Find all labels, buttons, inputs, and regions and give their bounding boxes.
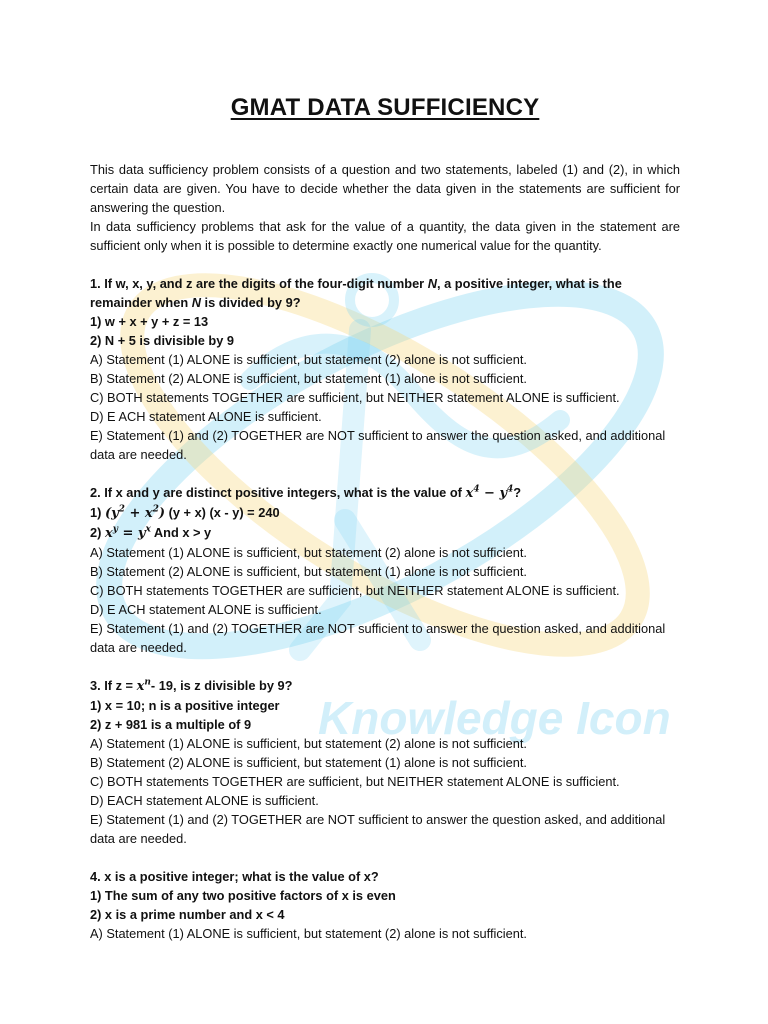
question-3-option-d: D) EACH statement ALONE is sufficient. (90, 793, 319, 808)
question-2-statement-1: 1) $(y^2 + x^2) (y + x)$ (x - y) = 240 (90, 504, 280, 521)
question-1-statement-2: 2) N + 5 is divisible by 9 (90, 333, 235, 348)
question-4-statement-1: 1) The sum of any two positive factors of x is even (90, 888, 396, 903)
x-pow-n-expression: $x^n$ (136, 677, 151, 694)
question-2-option-e: E) Statement (1) and (2) TOGETHER are NOT sufficient to answer the question asked, and additional data are needed. (90, 621, 666, 655)
question-1-statement-1: 1) w + x + y + z = 13 (90, 314, 209, 329)
intro-paragraph-2: In data sufficiency problems that ask for the value of a quantity, the data given in the statement are sufficient only when it is possible to determine exactly one numerical value for the quantity. (90, 219, 680, 253)
question-2-option-b: B) Statement (2) ALONE is sufficient, but statement (1) alone is not sufficient. (90, 564, 527, 579)
question-2 (90, 483, 680, 657)
question-3 (90, 676, 680, 848)
question-4-stem: 4. x is a positive integer; what is the value of x? (90, 869, 379, 884)
question-3-statement-1: 1) x = 10; n is a positive integer (90, 698, 280, 713)
question-4 (90, 867, 680, 943)
question-2-option-d: D) E ACH statement ALONE is sufficient. (90, 602, 322, 617)
question-3-statement-2: 2) z + 981 is a multiple of 9 (90, 717, 252, 732)
intro-section (90, 160, 680, 255)
question-4-statement-2: 2) x is a prime number and x < 4 (90, 907, 285, 922)
document-page (90, 94, 680, 943)
x4-minus-y4-expression: $x^4 - y^4$ (465, 484, 514, 501)
question-1-option-a: A) Statement (1) ALONE is sufficient, but statement (2) alone is not sufficient. (90, 352, 527, 367)
question-1-option-c: C) BOTH statements TOGETHER are sufficient, but NEITHER statement ALONE is sufficient. (90, 390, 620, 405)
question-3-option-c: C) BOTH statements TOGETHER are sufficient, but NEITHER statement ALONE is sufficient. (90, 774, 620, 789)
question-1-option-d: D) E ACH statement ALONE is sufficient. (90, 409, 322, 424)
question-4-option-a: A) Statement (1) ALONE is sufficient, but statement (2) alone is not sufficient. (90, 926, 527, 941)
watermark-text: Knowledge Icon (318, 692, 671, 744)
question-3-option-b: B) Statement (2) ALONE is sufficient, but statement (1) alone is not sufficient. (90, 755, 527, 770)
question-3-stem: 3. If $z = x^n-$ 19, is z divisible by 9? (90, 677, 293, 694)
intro-paragraph-1: This data sufficiency problem consists of a question and two statements, labeled (1) and (2), in which certain data are given. You have to decide whether the data given in the statements are sufficient for answering the question. (90, 162, 680, 215)
question-1-option-e: E) Statement (1) and (2) TOGETHER are NOT sufficient to answer the question asked, and additional data are needed. (90, 428, 666, 462)
question-1-stem: 1. If w, x, y, and z are the digits of the four-digit number N, a positive integer, what is the remainder when N is divided by 9? (90, 276, 622, 310)
question-3-option-e: E) Statement (1) and (2) TOGETHER are NOT sufficient to answer the question asked, and additional data are needed. (90, 812, 666, 846)
question-2-option-c: C) BOTH statements TOGETHER are sufficient, but NEITHER statement ALONE is sufficient. (90, 583, 620, 598)
question-1 (90, 274, 680, 464)
question-2-option-a: A) Statement (1) ALONE is sufficient, but statement (2) alone is not sufficient. (90, 545, 527, 560)
question-3-option-a: A) Statement (1) ALONE is sufficient, but statement (2) alone is not sufficient. (90, 736, 527, 751)
question-1-option-b: B) Statement (2) ALONE is sufficient, but statement (1) alone is not sufficient. (90, 371, 527, 386)
question-2-statement-2: 2) $x^y = y^x$ And x > y (90, 524, 212, 541)
xy-equals-yx-expression: $x^y = y^x$ (104, 524, 151, 541)
page-title: GMAT DATA SUFFICIENCY (230, 94, 540, 121)
question-2-stem: 2. If x and y are distinct positive integers, what is the value of $x^4 - y^4$? (90, 484, 522, 501)
y2-plus-x2-expression: $(y^2 + x^2)$ (104, 504, 166, 521)
